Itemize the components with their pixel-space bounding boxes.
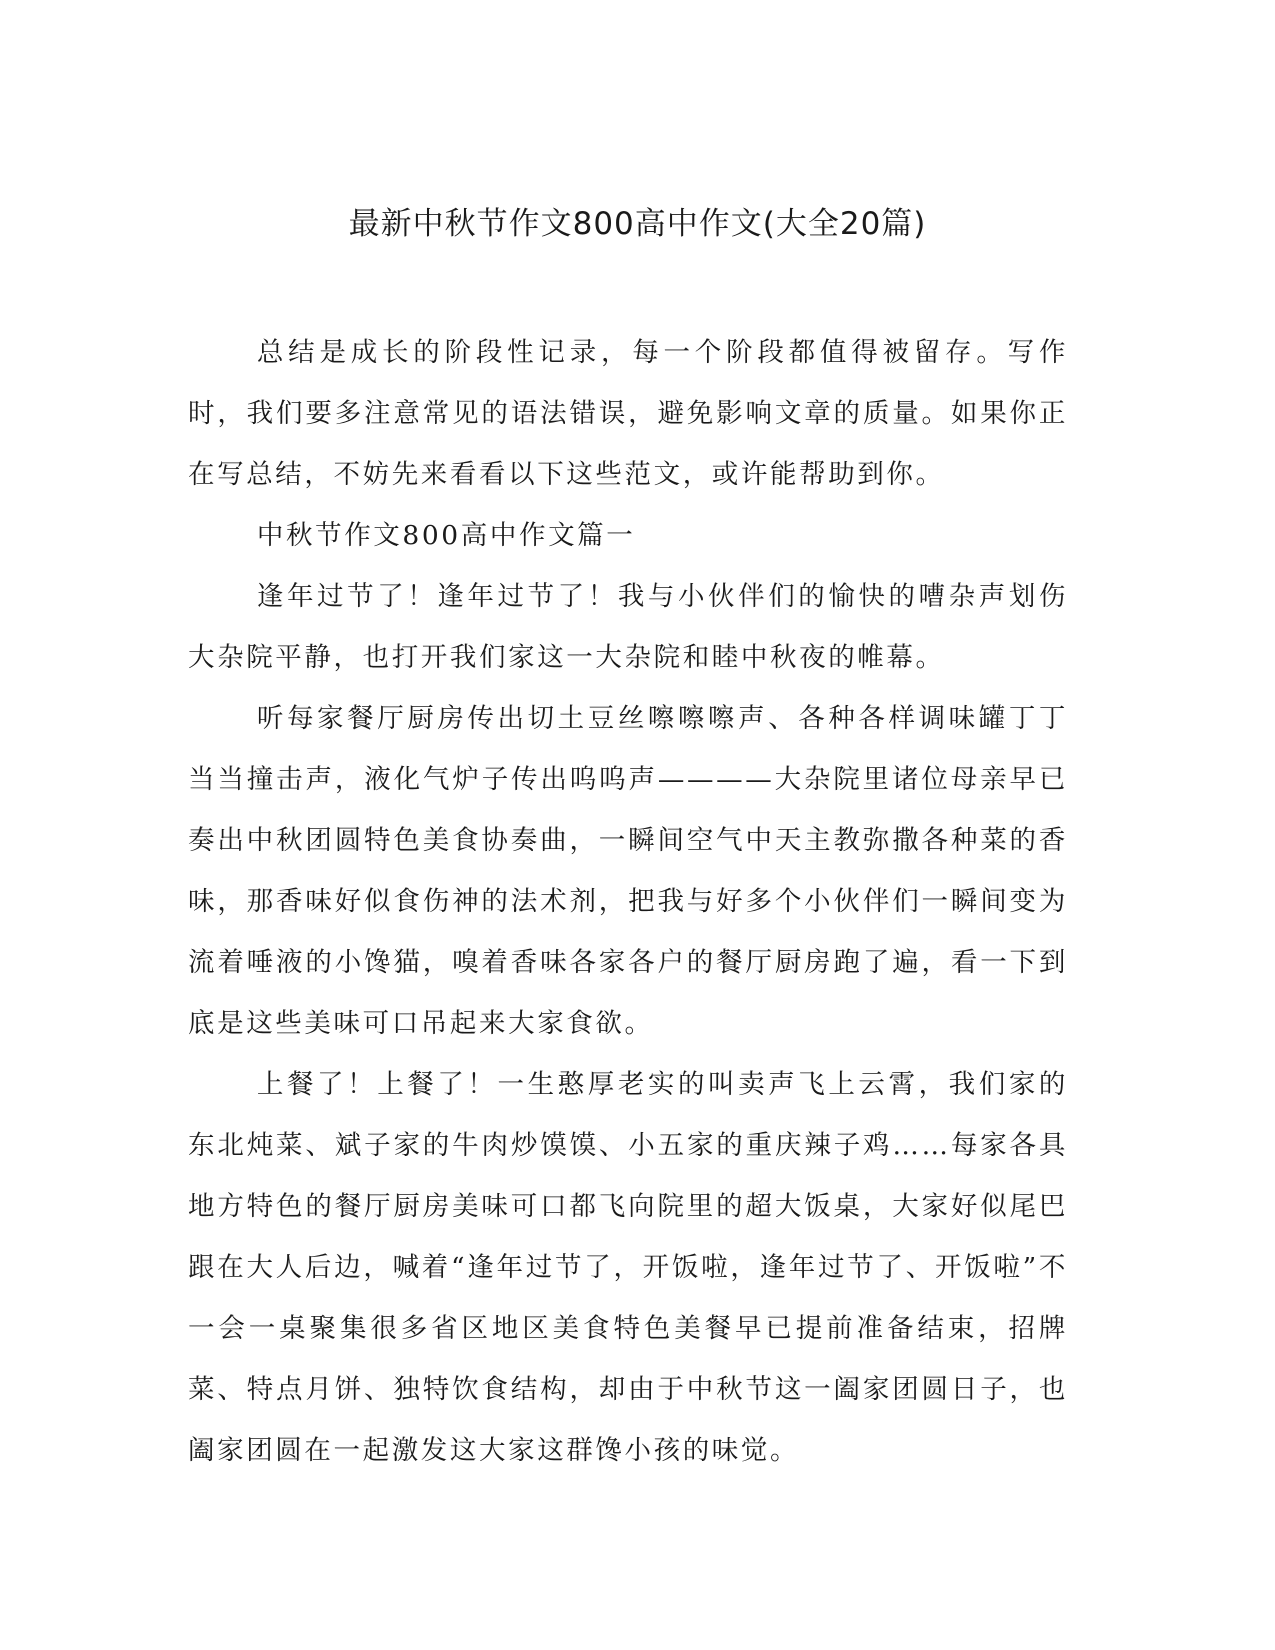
document-title: 最新中秋节作文800高中作文(大全20篇): [348, 206, 927, 242]
intro-paragraph: 总结是成长的阶段性记录，每一个阶段都值得被留存。写作时，我们要多注意常见的语法错误，避免影响文章的质量。如果你正在写总结，不妨先来看看以下这些范文，或许能帮助到你。: [188, 337, 1068, 490]
document-body: [188, 322, 1068, 1481]
body-paragraph: 听每家餐厅厨房传出切土豆丝嚓嚓嚓声、各种各样调味罐丁丁当当撞击声，液化气炉子传出呜呜声————大杂院里诸位母亲早已奏出中秋团圆特色美食协奏曲，一瞬间空气中天主教弥撒各种菜的香味，那香味好似食伤神的法术剂，把我与好多个小伙伴们一瞬间变为流着唾液的小馋猫，嗅着香味各家各户的餐厅厨房跑了遍，看一下到底是这些美味可口吊起来大家食欲。: [188, 703, 1068, 1039]
body-paragraph: 上餐了！上餐了！一生憨厚老实的叫卖声飞上云霄，我们家的东北炖菜、斌子家的牛肉炒馍馍、小五家的重庆辣子鸡……每家各具地方特色的餐厅厨房美味可口都飞向院里的超大饭桌，大家好似尾巴跟在大人后边，喊着“逢年过节了，开饭啦，逢年过节了、开饭啦”不一会一桌聚集很多省区地区美食特色美餐早已提前准备结束，招牌菜、特点月饼、独特饮食结构，却由于中秋节这一阖家团圆日子，也阖家团圆在一起激发这大家这群馋小孩的味觉。: [188, 1069, 1068, 1466]
body-paragraph: 逢年过节了！逢年过节了！我与小伙伴们的愉快的嘈杂声划伤大杂院平静，也打开我们家这一大杂院和睦中秋夜的帷幕。: [188, 581, 1068, 673]
section-heading: 中秋节作文800高中作文篇一: [256, 520, 636, 551]
